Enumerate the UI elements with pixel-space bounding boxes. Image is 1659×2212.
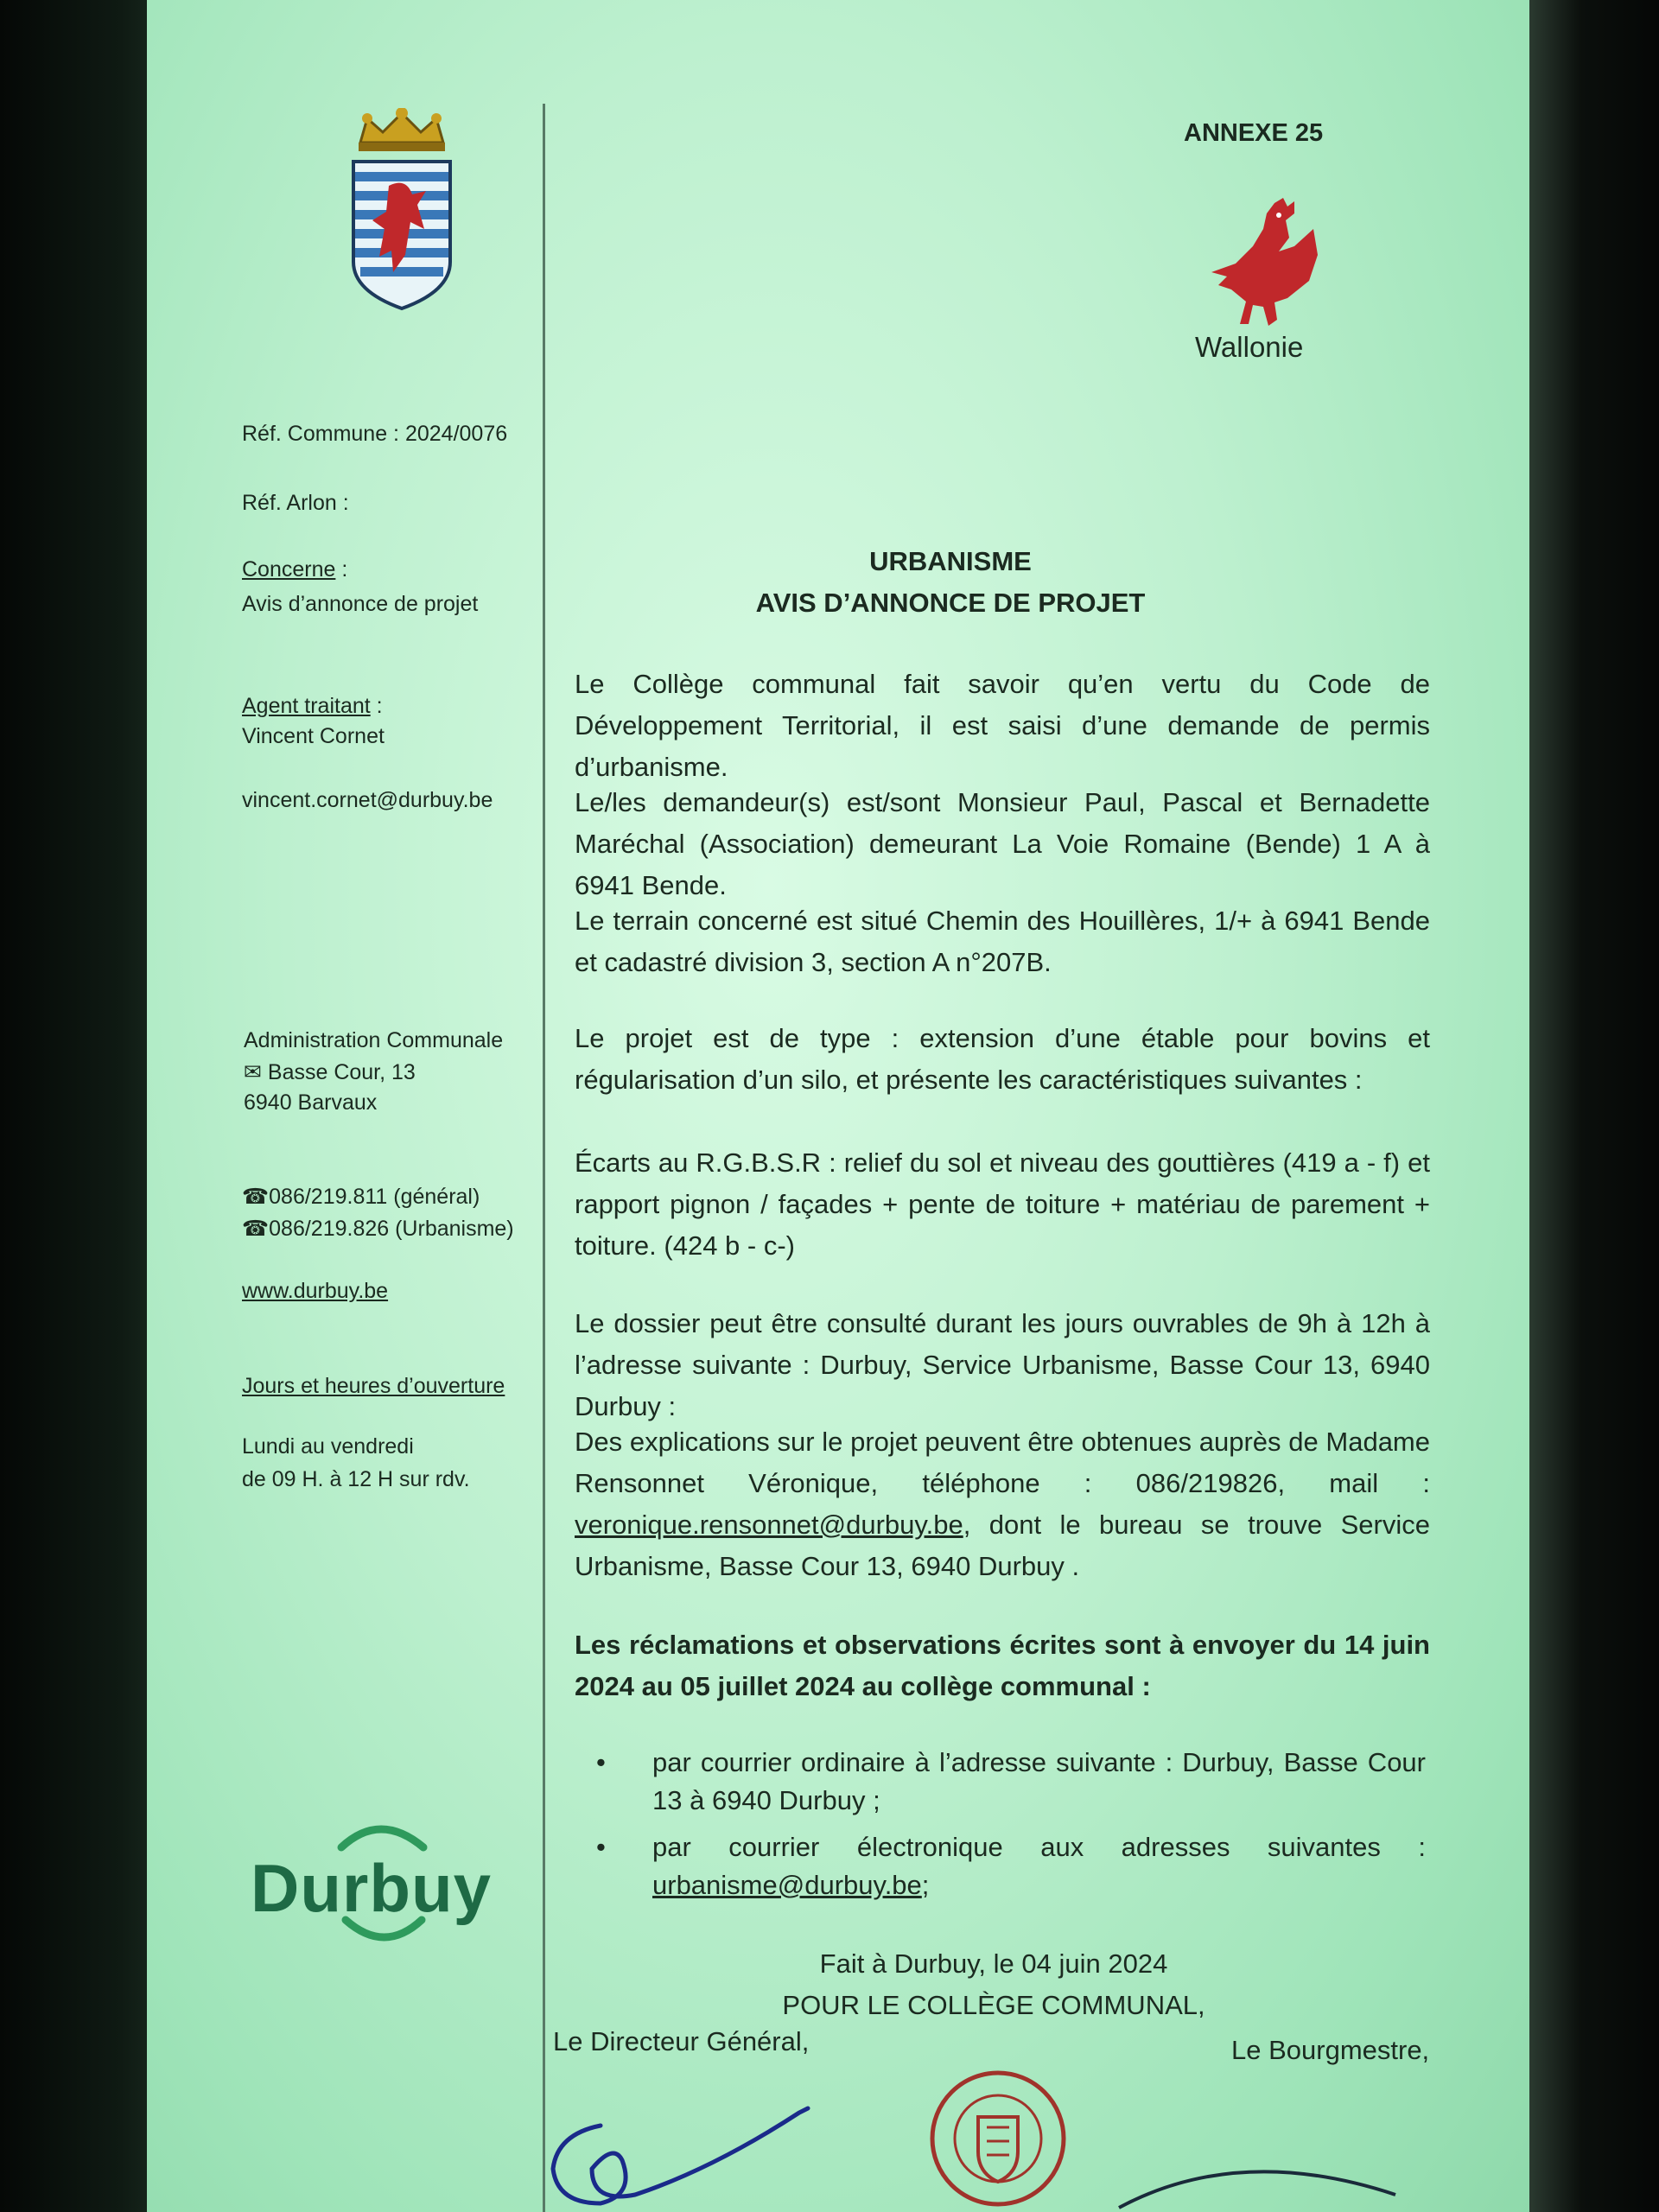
concerne-value: Avis d’annonce de projet (242, 592, 479, 616)
durbuy-logo (251, 1806, 501, 1961)
phone-general: ☎086/219.811 (général) (242, 1185, 480, 1209)
agent-colon: : (370, 694, 383, 718)
claims-method-list (596, 1744, 1426, 1913)
title-urbanisme: URBANISME (869, 546, 1032, 576)
ref-commune: Réf. Commune : 2024/0076 (242, 422, 508, 446)
document-page (147, 0, 1529, 2212)
agent-heading (242, 694, 383, 719)
province-coat-of-arms-icon (341, 108, 462, 315)
website-link[interactable]: www.durbuy.be (242, 1279, 389, 1303)
email-text: par courrier électronique aux adresses suivantes : (652, 1832, 1426, 1862)
agent-name: Vincent Cornet (242, 724, 385, 748)
paragraph-site: Le terrain concerné est situé Chemin des Houillères, 1/+ à 6941 Bende et cadastré division 3, section A n°207B. (575, 906, 1430, 977)
wallonie-label: Wallonie (1195, 331, 1304, 363)
paragraph-intro: Le Collège communal fait savoir qu’en vertu du Code de Développement Territorial, il est saisi d’une demande de permis d’urbanisme. (575, 669, 1430, 782)
hours-line1: Lundi au vendredi (242, 1434, 414, 1459)
title-avis: AVIS D’ANNONCE DE PROJET (755, 588, 1146, 618)
admin-street: ✉ Basse Cour, 13 (244, 1060, 416, 1084)
bullet-icon: • (596, 1832, 606, 1862)
wallonia-rooster-icon (1192, 194, 1322, 333)
agent-email[interactable]: vincent.cornet@durbuy.be (242, 788, 493, 812)
durbuy-logo-text: Durbuy (251, 1850, 492, 1926)
hours-line2: de 09 H. à 12 H sur rdv. (242, 1467, 470, 1491)
postal-text: par courrier ordinaire à l’adresse suivante : Durbuy, Basse Cour 13 à 6940 Durbuy ; (652, 1747, 1426, 1815)
concerne-heading (242, 557, 347, 582)
contact-email-link[interactable]: veronique.rensonnet@durbuy.be (575, 1510, 963, 1540)
agent-label: Agent traitant (242, 694, 371, 718)
list-item-email (596, 1828, 1426, 1904)
municipal-seal-icon (925, 2065, 1071, 2212)
concerne-label: Concerne (242, 557, 336, 582)
explanations-text: Des explications sur le projet peuvent être obtenues auprès de Madame Rensonnet Véronique, téléphone : 086/219826, mail : (575, 1427, 1430, 1498)
paragraph-explanations (575, 1421, 1430, 1587)
signatory-director: Le Directeur Général, (553, 2026, 810, 2056)
ref-arlon: Réf. Arlon : (242, 491, 349, 515)
column-divider (543, 104, 545, 2212)
admin-name: Administration Communale (244, 1028, 504, 1052)
list-item-postal (596, 1744, 1426, 1820)
phone-urbanisme: ☎086/219.826 (Urbanisme) (242, 1217, 514, 1241)
concerne-colon: : (335, 557, 348, 582)
for-college-line: POUR LE COLLÈGE COMMUNAL, (782, 1990, 1205, 2020)
admin-city: 6940 Barvaux (244, 1090, 378, 1115)
email-text-end: ; (921, 1870, 930, 1900)
urbanisme-email-link[interactable]: urbanisme@durbuy.be (652, 1870, 922, 1900)
paragraph-applicants: Le/les demandeur(s) est/sont Monsieur Paul, Pascal et Bernadette Maréchal (Association) demeurant La Voie Romaine (Bende) 1 A à 6941 Bende. (575, 787, 1430, 900)
bullet-icon: • (596, 1747, 606, 1777)
background-right (1529, 0, 1659, 2212)
paragraph-deviations: Écarts au R.G.B.S.R : relief du sol et niveau des gouttières (419 a - f) et rapport pignon / façades + pente de toiture + matériau de parement + toiture. (424 b - c-) (575, 1147, 1430, 1261)
done-at-line: Fait à Durbuy, le 04 juin 2024 (819, 1948, 1168, 1979)
paragraph-project-type: Le projet est de type : extension d’une étable pour bovins et régularisation d’un silo, et présente les caractéristiques suivantes : (575, 1023, 1430, 1095)
signatory-mayor: Le Bourgmestre, (1231, 2035, 1430, 2065)
paragraph-consultation: Le dossier peut être consulté durant les jours ouvrables de 9h à 12h à l’adresse suivante : Durbuy, Service Urbanisme, Basse Cour 13, 6940 Durbuy : (575, 1308, 1430, 1421)
hours-title: Jours et heures d’ouverture (242, 1374, 505, 1398)
annexe-label: ANNEXE 25 (1184, 119, 1324, 147)
director-signature-icon (540, 2074, 834, 2212)
mayor-signature-icon (1110, 2143, 1404, 2212)
paragraph-claims: Les réclamations et observations écrites sont à envoyer du 14 juin 2024 au 05 juillet 2024 au collège communal : (575, 1630, 1430, 1701)
explanations-text-end: , dont le bureau se trouve Service Urbanisme, Basse Cour 13, 6940 Durbuy . (575, 1510, 1430, 1581)
